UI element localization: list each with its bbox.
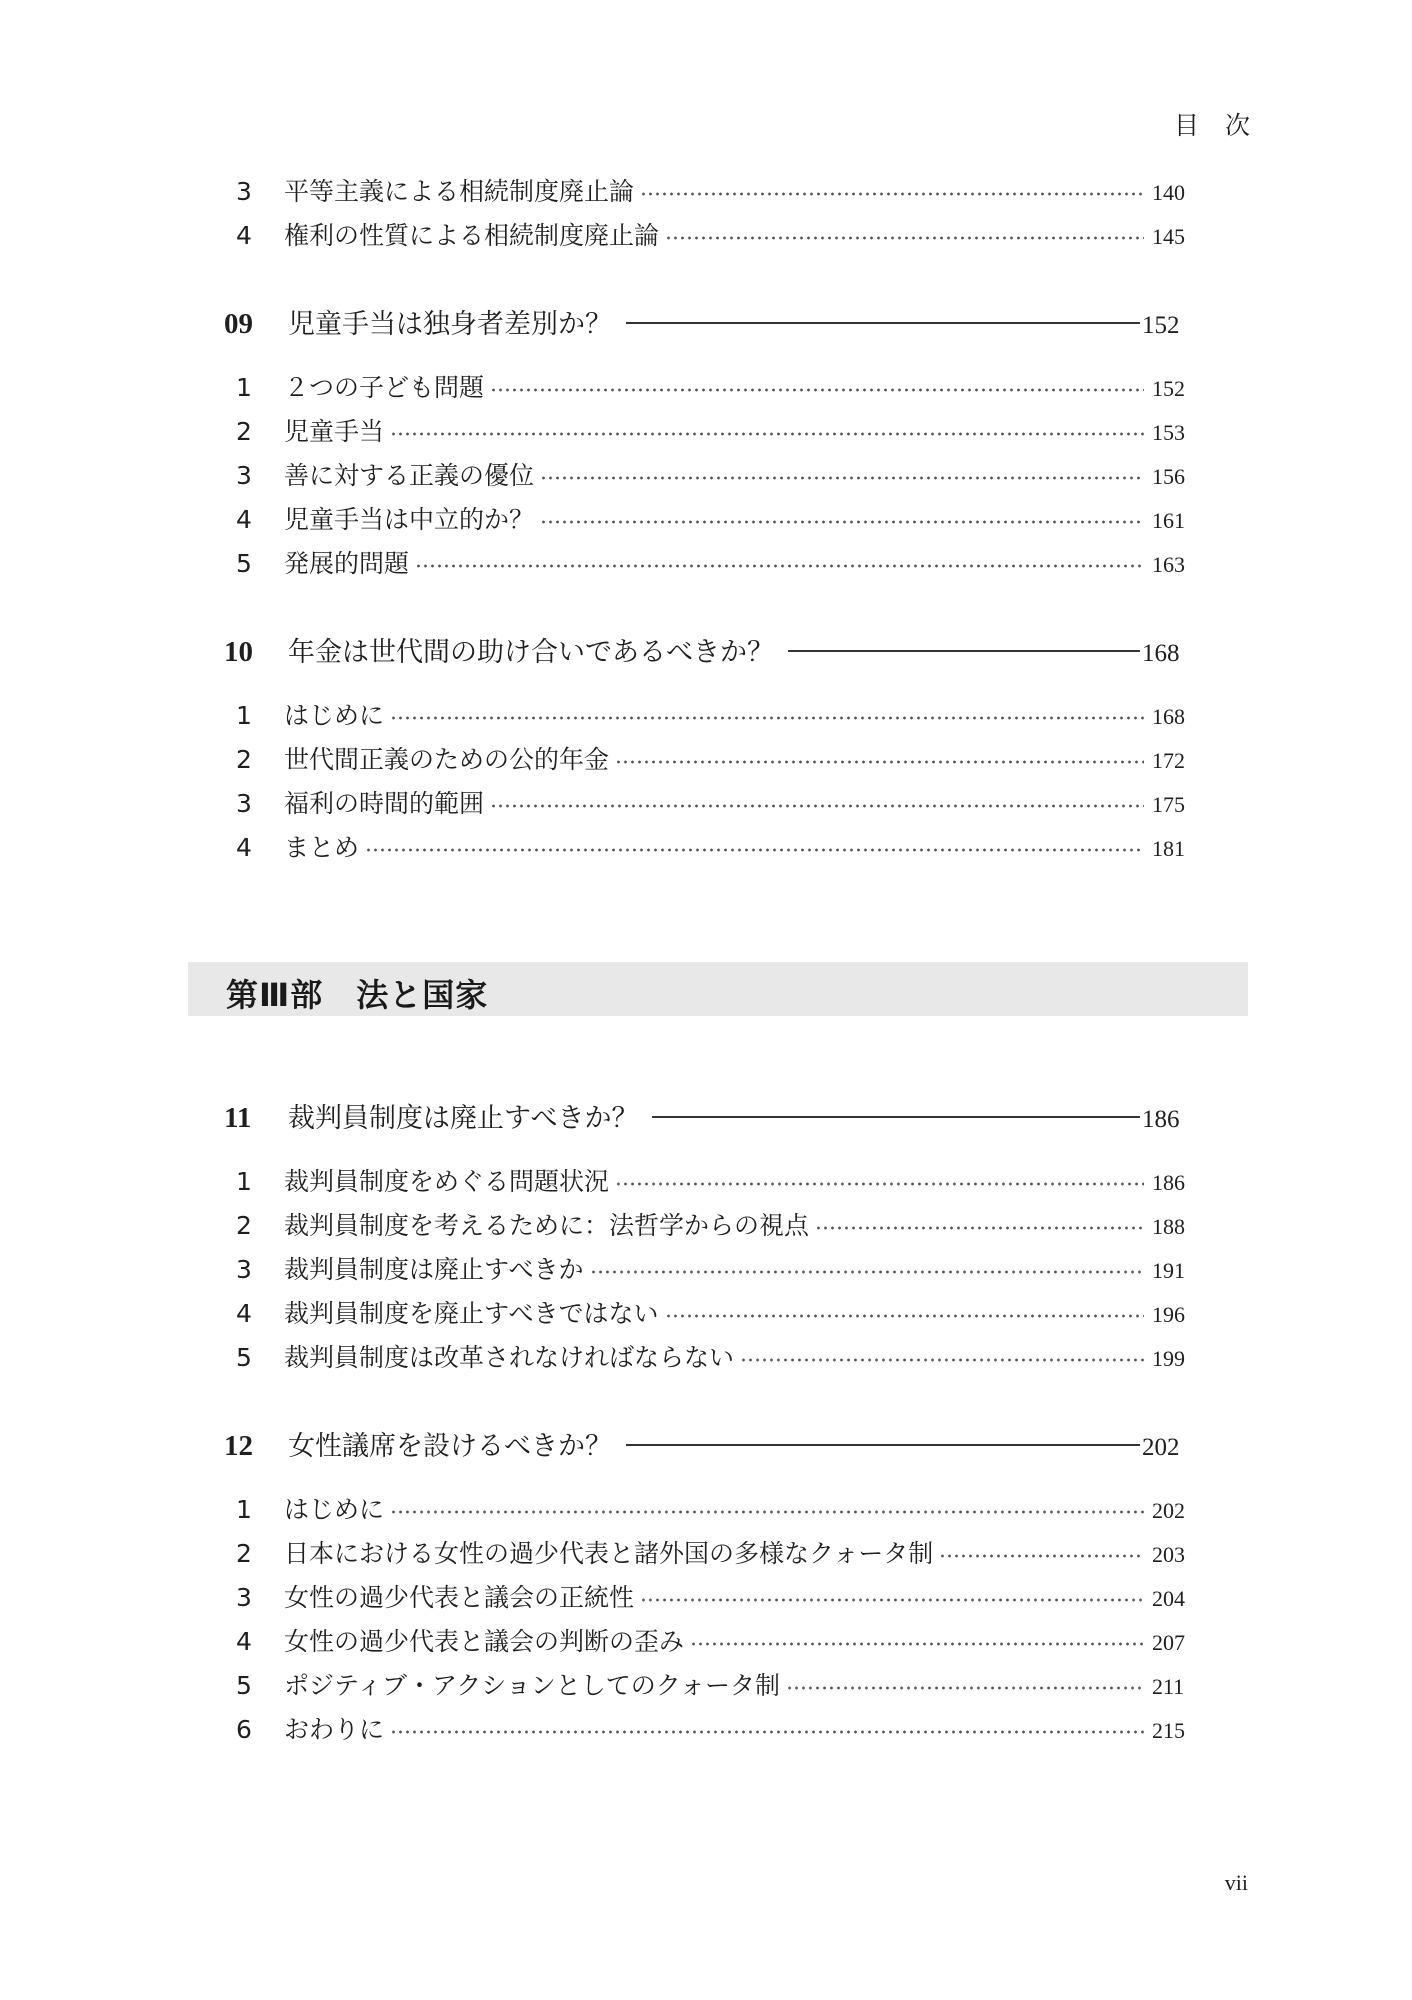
part-heading-banner [188, 962, 1248, 1016]
entry-page: 140 [1152, 180, 1185, 205]
running-head: 目次 [1173, 111, 1276, 140]
chapter-title: 児童手当は独身者差別か？ [288, 309, 612, 340]
dot-leader [786, 1685, 1144, 1691]
toc-entry[interactable] [224, 172, 1188, 216]
toc-entry[interactable] [224, 1162, 1188, 1206]
dot-leader [390, 715, 1144, 721]
entry-page: 145 [1152, 224, 1185, 249]
dot-leader [490, 387, 1144, 393]
dot-leader [665, 1313, 1144, 1319]
chapter-number: 10 [224, 636, 253, 668]
entry-title: 世代間正義のための公的年金 [284, 745, 610, 774]
entry-number: 4 [236, 833, 252, 862]
toc-entry[interactable] [224, 828, 1188, 872]
entry-title: 裁判員制度を考えるために：法哲学からの視点 [284, 1211, 810, 1240]
entry-page: 191 [1152, 1258, 1185, 1283]
toc-entry[interactable] [224, 1206, 1188, 1250]
dot-leader [665, 235, 1144, 241]
entry-page: 161 [1152, 508, 1185, 533]
entry-title: 児童手当は中立的か？ [284, 505, 535, 534]
entry-title: 善に対する正義の優位 [284, 461, 535, 490]
chapter-heading[interactable] [224, 630, 1188, 676]
chapter-title: 女性議席を設けるべきか？ [288, 1431, 612, 1462]
entry-page: 181 [1152, 836, 1185, 861]
entry-page: 156 [1152, 464, 1185, 489]
toc-entry[interactable] [224, 1534, 1188, 1578]
page-number: vii [1224, 1870, 1248, 1895]
chapter-rule [626, 322, 1140, 324]
dot-leader [815, 1225, 1144, 1231]
entry-title: 権利の性質による相続制度廃止論 [284, 221, 660, 250]
toc-entry[interactable] [224, 696, 1188, 740]
entry-number: 6 [236, 1715, 252, 1744]
toc-entry[interactable] [224, 412, 1188, 456]
chapter-page: 152 [1142, 312, 1180, 339]
entry-page: 196 [1152, 1302, 1185, 1327]
entry-title: 日本における女性の過少代表と諸外国の多様なクォータ制 [284, 1539, 934, 1568]
chapter-heading[interactable] [224, 302, 1188, 348]
entry-number: 3 [236, 1255, 252, 1284]
entry-number: 1 [236, 373, 252, 402]
entry-page: 152 [1152, 376, 1185, 401]
chapter-heading[interactable] [224, 1424, 1188, 1470]
toc-entry[interactable] [224, 740, 1188, 784]
toc-entry[interactable] [224, 456, 1188, 500]
entry-title: 裁判員制度を廃止すべきではない [284, 1299, 659, 1328]
chapter-rule [652, 1116, 1140, 1118]
entry-title: 平等主義による相続制度廃止論 [284, 177, 635, 206]
chapter-page: 168 [1142, 640, 1180, 667]
entry-title: はじめに [284, 1495, 385, 1524]
entry-page: 153 [1152, 420, 1185, 445]
entry-page: 175 [1152, 792, 1185, 817]
entry-number: 1 [236, 1167, 252, 1196]
entry-title: 裁判員制度は廃止すべきか [284, 1255, 584, 1284]
entry-number: 5 [236, 1671, 252, 1700]
chapter-page: 202 [1142, 1434, 1180, 1461]
entry-page: 199 [1152, 1346, 1185, 1371]
entry-title: 児童手当 [284, 417, 385, 446]
entry-title: 女性の過少代表と議会の判断の歪み [284, 1627, 685, 1656]
chapter-title: 裁判員制度は廃止すべきか？ [288, 1103, 639, 1134]
dot-leader [690, 1641, 1144, 1647]
toc-entry[interactable] [224, 1338, 1188, 1382]
toc-lower [224, 1048, 1188, 1754]
entry-title: おわりに [284, 1715, 385, 1744]
toc-entry[interactable] [224, 544, 1188, 588]
entry-title: 裁判員制度をめぐる問題状況 [284, 1167, 610, 1196]
toc-entry[interactable] [224, 368, 1188, 412]
dot-leader [365, 847, 1144, 853]
toc-entry[interactable] [224, 216, 1188, 260]
entry-number: 2 [236, 1539, 252, 1568]
entry-number: 3 [236, 177, 252, 206]
entry-page: 188 [1152, 1214, 1185, 1239]
entry-number: 2 [236, 1211, 252, 1240]
entry-title: 発展的問題 [284, 549, 410, 578]
chapter-title: 年金は世代間の助け合いであるべきか？ [288, 637, 774, 668]
dot-leader [740, 1357, 1144, 1363]
entry-number: 3 [236, 461, 252, 490]
entry-page: 202 [1152, 1498, 1185, 1523]
entry-number: 2 [236, 745, 252, 774]
entry-page: 211 [1152, 1674, 1185, 1699]
entry-title: ２つの子ども問題 [284, 373, 485, 402]
chapter-number: 09 [224, 308, 253, 340]
toc-entry[interactable] [224, 1666, 1188, 1710]
entry-number: 3 [236, 789, 252, 818]
entry-title: ポジティブ・アクションとしてのクォータ制 [284, 1671, 781, 1700]
entry-number: 4 [236, 221, 252, 250]
entry-title: 福利の時間的範囲 [284, 789, 485, 818]
dot-leader [390, 1509, 1144, 1515]
entry-page: 215 [1152, 1718, 1185, 1743]
entry-number: 1 [236, 701, 252, 730]
entry-page: 172 [1152, 748, 1185, 773]
entry-title: はじめに [284, 701, 385, 730]
part-heading: 第Ⅲ部 法と国家 [226, 976, 489, 1014]
toc-entry[interactable] [224, 1294, 1188, 1338]
entry-page: 207 [1152, 1630, 1185, 1655]
entry-number: 5 [236, 1343, 252, 1372]
toc-entry[interactable] [224, 1710, 1188, 1754]
entry-title: まとめ [284, 833, 360, 862]
entry-number: 2 [236, 417, 252, 446]
dot-leader [615, 1181, 1144, 1187]
toc-entry[interactable] [224, 784, 1188, 828]
toc-entry[interactable] [224, 1578, 1188, 1622]
entry-page: 186 [1152, 1170, 1185, 1195]
entry-number: 4 [236, 505, 252, 534]
chapter-heading[interactable] [224, 1096, 1188, 1142]
dot-leader [540, 475, 1144, 481]
entry-page: 168 [1152, 704, 1185, 729]
dot-leader [540, 519, 1144, 525]
chapter-page: 186 [1142, 1106, 1180, 1133]
entry-number: 3 [236, 1583, 252, 1612]
dot-leader [390, 1729, 1144, 1735]
chapter-number: 12 [224, 1430, 253, 1462]
entry-number: 5 [236, 549, 252, 578]
dot-leader [490, 803, 1144, 809]
chapter-rule [626, 1444, 1140, 1446]
entry-number: 4 [236, 1627, 252, 1656]
dot-leader [590, 1269, 1144, 1275]
dot-leader [939, 1553, 1144, 1559]
chapter-rule [788, 650, 1140, 652]
toc-entry[interactable] [224, 1250, 1188, 1294]
entry-number: 4 [236, 1299, 252, 1328]
toc-entry[interactable] [224, 1490, 1188, 1534]
toc-upper [224, 172, 1188, 872]
entry-page: 163 [1152, 552, 1185, 577]
toc-entry[interactable] [224, 1622, 1188, 1666]
dot-leader [390, 431, 1144, 437]
dot-leader [640, 1597, 1144, 1603]
dot-leader [415, 563, 1144, 569]
toc-entry[interactable] [224, 500, 1188, 544]
entry-page: 204 [1152, 1586, 1185, 1611]
dot-leader [640, 191, 1144, 197]
entry-title: 裁判員制度は改革されなければならない [284, 1343, 735, 1372]
entry-title: 女性の過少代表と議会の正統性 [284, 1583, 635, 1612]
dot-leader [615, 759, 1144, 765]
entry-number: 1 [236, 1495, 252, 1524]
entry-page: 203 [1152, 1542, 1185, 1567]
chapter-number: 11 [224, 1102, 252, 1134]
